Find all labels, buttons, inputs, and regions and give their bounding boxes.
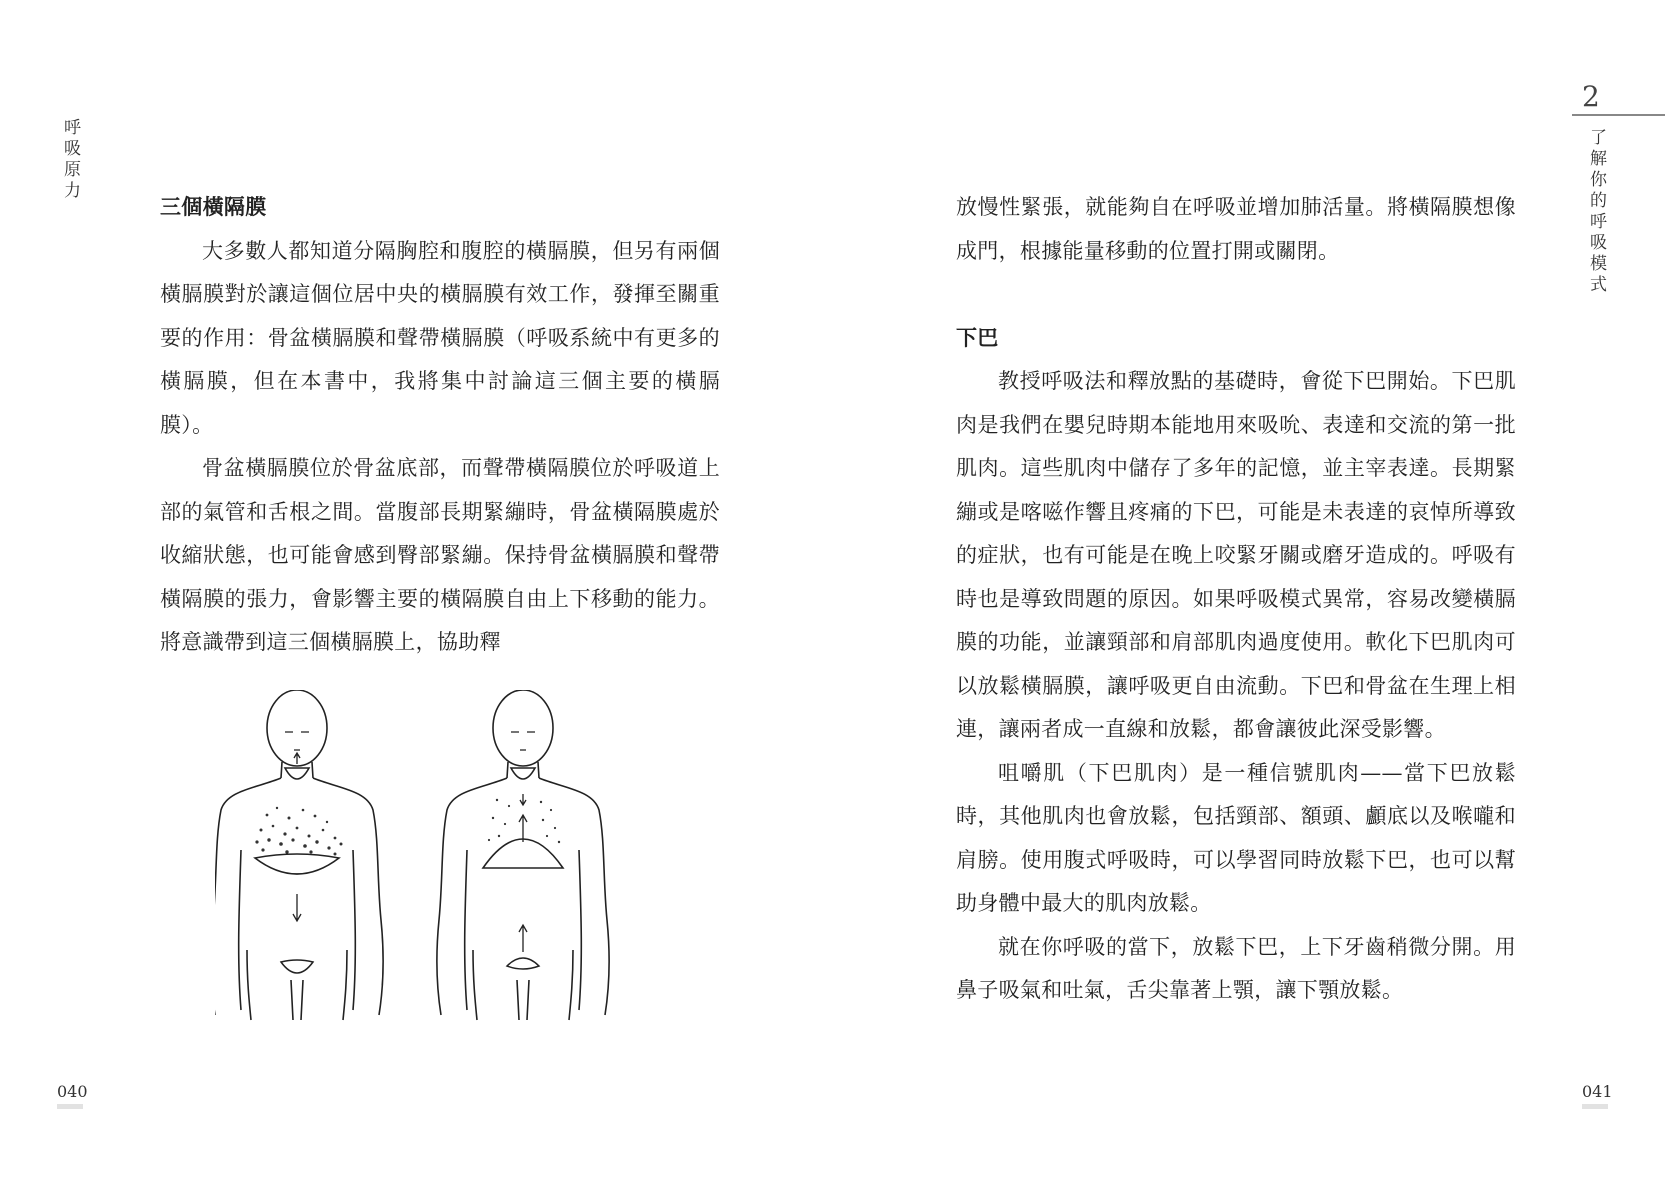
page-number-right: 041 — [1582, 1082, 1613, 1101]
paragraph: 大多數人都知道分隔胸腔和腹腔的橫膈膜，但另有兩個橫膈膜對於讓這個位居中央的橫膈膜有效工作，發揮至關重要的作用：骨盆橫膈膜和聲帶橫膈膜（呼吸系統中有更多的橫膈膜，但在本書中，我將集中討論這三個主要的橫膈膜）。 — [160, 238, 720, 437]
page-number-left: 040 — [57, 1082, 88, 1101]
paragraph: 就在你呼吸的當下，放鬆下巴，上下牙齒稍微分開。用鼻子吸氣和吐氣，舌尖靠著上顎，讓下顎放鬆。 — [956, 934, 1516, 1002]
left-page-text — [160, 186, 720, 665]
paragraph: 骨盆橫膈膜位於骨盆底部，而聲帶橫隔膜位於呼吸道上部的氣管和舌根之間。當腹部長期緊繃時，骨盆橫隔膜處於收縮狀態，也可能會感到臀部緊繃。保持骨盆橫膈膜和聲帶橫隔膜的張力，會影響主要的橫隔膜自由上下移動的能力。將意識帶到這三個橫膈膜上，協助釋 — [160, 456, 720, 654]
chapter-rule — [1572, 114, 1665, 116]
right-page-text — [956, 186, 1516, 1013]
diaphragm-figure — [215, 690, 655, 1050]
folio-bar-left — [57, 1104, 83, 1109]
chapter-number: 2 — [1582, 80, 1600, 113]
section-heading-jaw: 下巴 — [956, 325, 999, 350]
running-head-chapter-title: 了解你的呼吸模式 — [1586, 128, 1606, 296]
two-body-diaphragm-icon — [215, 690, 655, 1050]
paragraph: 教授呼吸法和釋放點的基礎時，會從下巴開始。下巴肌肉是我們在嬰兒時期本能地用來吸吮、表達和交流的第一批肌肉。這些肌肉中儲存了多年的記憶，並主宰表達。長期緊繃或是喀嗞作響且疼痛的下巴，可能是未表達的哀悼所導致的症狀，也有可能是在晚上咬緊牙關或磨牙造成的。呼吸有時也是導致問題的原因。如果呼吸模式異常，容易改變橫膈膜的功能，並讓頸部和肩部肌肉過度使用。軟化下巴肌肉可以放鬆橫膈膜，讓呼吸更自由流動。下巴和骨盆在生理上相連，讓兩者成一直線和放鬆，都會讓彼此深受影響。 — [956, 369, 1516, 741]
section-heading-three-diaphragms: 三個橫隔膜 — [160, 195, 267, 219]
paragraph: 咀嚼肌（下巴肌肉）是一種信號肌肉——當下巴放鬆時，其他肌肉也會放鬆，包括頸部、額頭、顱底以及喉嚨和肩膀。使用腹式呼吸時，可以學習同時放鬆下巴，也可以幫助身體中最大的肌肉放鬆。 — [956, 760, 1516, 915]
paragraph-continued: 放慢性緊張，就能夠自在呼吸並增加肺活量。將橫隔膜想像成門，根據能量移動的位置打開或關閉。 — [956, 195, 1516, 263]
folio-bar-right — [1582, 1104, 1608, 1109]
running-head-book-title: 呼吸原力 — [60, 118, 80, 202]
